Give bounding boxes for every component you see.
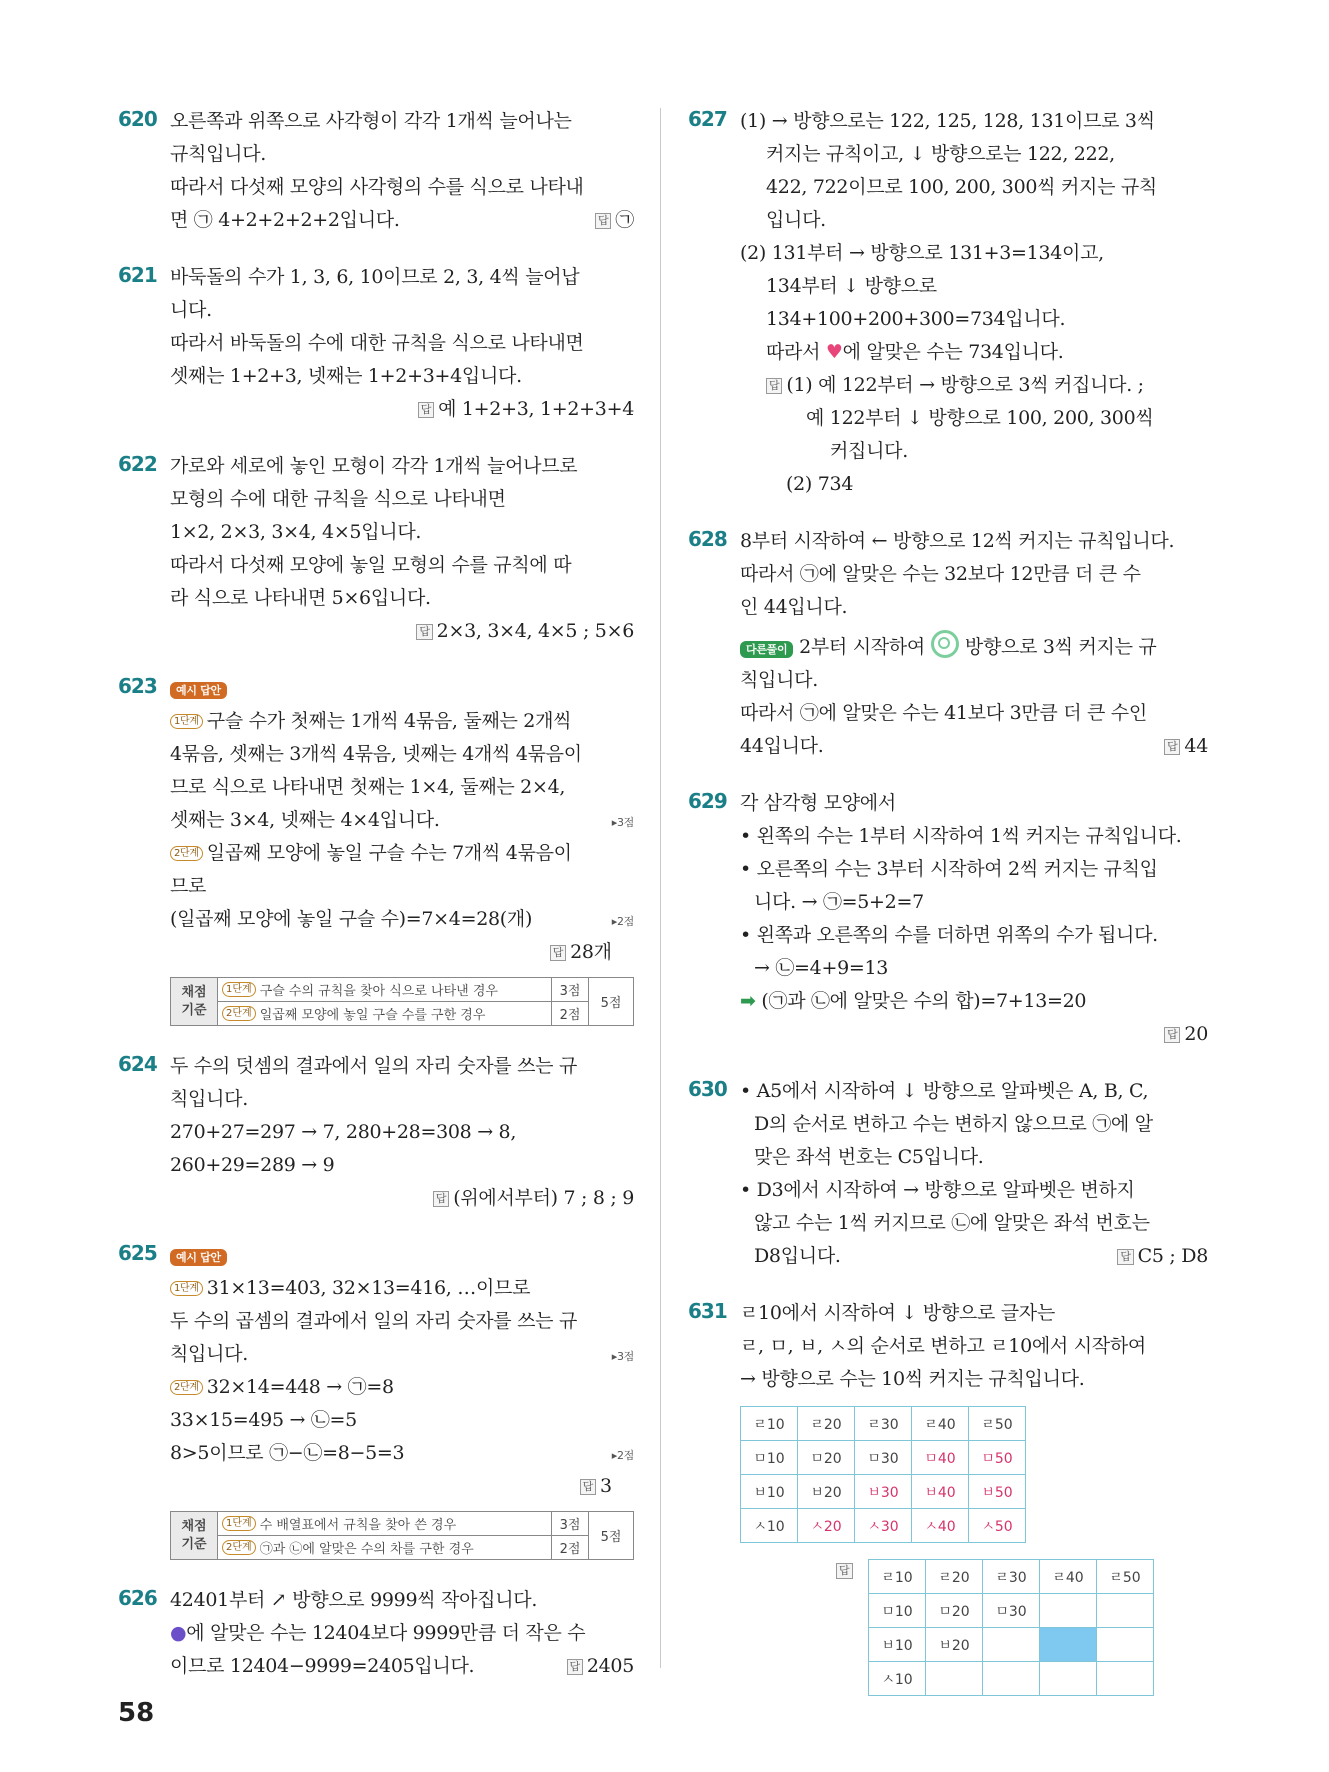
text-line: 칙입니다.: [740, 669, 818, 691]
left-column: [118, 105, 634, 1707]
answer-line: [740, 1018, 1208, 1051]
text-line: 므로 식으로 나타내면 첫째는 1×4, 둘째는 2×4,: [170, 776, 566, 798]
text-line: 4묶음, 셋째는 3개씩 4묶음, 넷째는 4개씩 4묶음이: [170, 743, 582, 765]
text-line: 44입니다.: [740, 735, 824, 757]
text-line: 각 삼각형 모양에서: [740, 792, 896, 814]
grading-total: 5점: [589, 1512, 634, 1560]
answer-grid-wrap: [839, 1559, 1208, 1696]
answer-line: 커집니다.: [830, 440, 908, 462]
text-line: 않고 수는 1씩 커지므로 ㉡에 알맞은 좌석 번호는: [754, 1212, 1150, 1234]
answer-line: (2) 734: [786, 473, 854, 495]
grid-cell: ㅂ20: [926, 1628, 983, 1662]
grid-cell: ㄹ50: [1097, 1560, 1154, 1594]
text-line: 니다.: [170, 299, 212, 321]
text-line: 31×13=403, 32×13=416, …이므로: [206, 1277, 531, 1299]
grid-cell: ㅁ40: [912, 1441, 969, 1475]
answer-mark: 답: [1117, 1249, 1133, 1265]
problem-620: [118, 105, 634, 237]
problem-number: 625: [118, 1241, 157, 1265]
problem-number: 624: [118, 1052, 157, 1076]
grading-total: 5점: [589, 978, 634, 1026]
grid-cell: [983, 1662, 1040, 1696]
example-answer-tag: 예시 답안: [170, 1249, 227, 1266]
grid-cell: ㄹ40: [1040, 1560, 1097, 1594]
grading-points: 2점: [552, 1002, 589, 1026]
step-badge: 1단계: [170, 1281, 203, 1296]
text-line: 8>5이므로 ㉠−㉡=8−5=3: [170, 1442, 405, 1464]
grading-row: 1단계 수 배열표에서 규칙을 찾아 쓴 경우: [218, 1512, 552, 1536]
text-line: ㄹ10에서 시작하여 ↓ 방향으로 글자는: [740, 1302, 1055, 1324]
problem-number: 629: [688, 789, 727, 813]
text-line: D의 순서로 변하고 수는 변하지 않으므로 ㉠에 알: [754, 1113, 1153, 1135]
grid-cell: [926, 1662, 983, 1696]
right-column: [688, 105, 1208, 1720]
text-line: (2) 131부터 → 방향으로 131+3=134이고,: [740, 242, 1104, 264]
text-line: 맞은 좌석 번호는 C5입니다.: [754, 1146, 984, 1168]
page-number: 58: [118, 1698, 155, 1728]
grid-cell: ㄹ20: [798, 1407, 855, 1441]
grid-cell: ㄹ10: [741, 1407, 798, 1441]
problem-number: 630: [688, 1077, 727, 1101]
grid-cell: ㅁ30: [855, 1441, 912, 1475]
text-line: 바둑돌의 수가 1, 3, 6, 10이므로 2, 3, 4씩 늘어납: [170, 266, 580, 288]
text-line: (㉠과 ㉡에 알맞은 수의 합)=7+13=20: [761, 990, 1087, 1012]
text-line: 따라서 ㉠에 알맞은 수는 32보다 12만큼 더 큰 수: [740, 563, 1141, 585]
answer-value: 2×3, 3×4, 4×5 ; 5×6: [436, 620, 634, 642]
answer-value: 28개: [570, 941, 612, 963]
grid-cell: ㅅ20: [798, 1509, 855, 1543]
text-line: (일곱째 모양에 놓일 구슬 수)=7×4=28(개): [170, 908, 533, 930]
text-line: • D3에서 시작하여 → 방향으로 알파벳은 변하지: [740, 1179, 1135, 1201]
text-line: 42401부터 ↗ 방향으로 9999씩 작아집니다.: [170, 1589, 538, 1611]
text-line: 260+29=289 → 9: [170, 1154, 335, 1176]
answer-value: C5 ; D8: [1137, 1245, 1208, 1267]
problem-number: 620: [118, 107, 157, 131]
grid-cell: ㅅ30: [855, 1509, 912, 1543]
grading-row: 1단계 구슬 수의 규칙을 찾아 식으로 나타낸 경우: [218, 978, 552, 1002]
text-line: 모형의 수에 대한 규칙을 식으로 나타내면: [170, 488, 506, 510]
grid-cell: [983, 1628, 1040, 1662]
grid-cell: ㅂ10: [869, 1628, 926, 1662]
text-line: 일곱째 모양에 놓일 구슬 수는 7개씩 4묶음이: [206, 842, 572, 864]
grading-row: 2단계 ㉠과 ㉡에 알맞은 수의 차를 구한 경우: [218, 1536, 552, 1560]
grid-cell: ㄹ10: [869, 1560, 926, 1594]
arrow-icon: ➡: [740, 990, 756, 1012]
grid-cell: ㅁ10: [741, 1441, 798, 1475]
text-line: ㄹ, ㅁ, ㅂ, ㅅ의 순서로 변하고 ㄹ10에서 시작하여: [740, 1335, 1146, 1357]
text-line: 두 수의 덧셈의 결과에서 일의 자리 숫자를 쓰는 규: [170, 1055, 577, 1077]
text-line: 134부터 ↓ 방향으로: [766, 275, 937, 297]
text-line: 따라서 ㉠에 알맞은 수는 41보다 3만큼 더 큰 수인: [740, 702, 1147, 724]
problem-number: 622: [118, 452, 157, 476]
text-line: 가로와 세로에 놓인 모형이 각각 1개씩 늘어나므로: [170, 455, 578, 477]
grid-cell: [1040, 1662, 1097, 1696]
text-line-content: 면 ㉠ 4+2+2+2+2입니다.: [170, 209, 400, 231]
grid-cell: [1040, 1594, 1097, 1628]
score-note: ▸3점: [611, 1350, 634, 1363]
text-line: 규칙입니다.: [170, 143, 267, 165]
step-badge: 2단계: [170, 846, 203, 861]
text-line: (1) → 방향으로는 122, 125, 128, 131이므로 3씩: [740, 110, 1155, 132]
score-note: ▸2점: [611, 915, 634, 928]
grid-cell: ㅅ40: [912, 1509, 969, 1543]
text-line: → ㉡=4+9=13: [754, 957, 889, 979]
answer-mark: 답: [1164, 1027, 1180, 1043]
answer-value: 20: [1184, 1023, 1208, 1045]
text-line: • 왼쪽의 수는 1부터 시작하여 1씩 커지는 규칙입니다.: [740, 825, 1182, 847]
answer-mark: 답: [595, 213, 611, 229]
answer-value: (위에서부터) 7 ; 8 ; 9: [453, 1187, 634, 1209]
score-note: ▸3점: [611, 816, 634, 829]
answer-mark: 답: [550, 945, 566, 961]
answer-line: [170, 615, 634, 648]
column-divider: [660, 108, 661, 1668]
text-line: 따라서 바둑돌의 수에 대한 규칙을 식으로 나타내면: [170, 332, 584, 354]
answer-mark: 답: [567, 1659, 583, 1675]
grid-cell: ㄹ40: [912, 1407, 969, 1441]
grading-header: 채점 기준: [171, 1512, 218, 1560]
grading-table: [170, 977, 634, 1026]
score-note: ▸2점: [611, 1449, 634, 1462]
answer-mark: 답: [766, 378, 782, 394]
text-line: 에 알맞은 수는 734입니다.: [842, 341, 1064, 363]
answer-line: 예 122부터 ↓ 방향으로 100, 200, 300씩: [806, 407, 1154, 429]
answer-value: ㉠: [615, 209, 634, 231]
answer-mark: 답: [580, 1479, 596, 1495]
text-line: 33×15=495 → ㉡=5: [170, 1409, 357, 1431]
answer-value: 2405: [586, 1655, 634, 1677]
text-line: 134+100+200+300=734입니다.: [766, 308, 1066, 330]
grid-cell: ㅅ10: [741, 1509, 798, 1543]
grading-points: 2점: [552, 1536, 589, 1560]
problem-629: [688, 787, 1208, 1051]
text-line: 방향으로 3씩 커지는 규: [964, 636, 1157, 658]
grid-cell: ㅁ10: [869, 1594, 926, 1628]
text-line: 인 44입니다.: [740, 596, 848, 618]
seat-grid: [740, 1406, 1026, 1543]
text-line: 2부터 시작하여: [799, 636, 925, 658]
problem-number: 626: [118, 1586, 157, 1610]
answer-mark: 답: [418, 402, 434, 418]
problem-631: [688, 1297, 1208, 1696]
answer-value: 3: [599, 1475, 612, 1497]
text-line: 커지는 규칙이고, ↓ 방향으로는 122, 222,: [766, 143, 1115, 165]
grading-points: 3점: [552, 1512, 589, 1536]
text-line: 32×14=448 → ㉠=8: [206, 1376, 394, 1398]
text-line: 라 식으로 나타내면 5×6입니다.: [170, 587, 431, 609]
text-line: D8입니다.: [754, 1245, 841, 1267]
grid-cell: ㄹ20: [926, 1560, 983, 1594]
text-line: 270+27=297 → 7, 280+28=308 → 8,: [170, 1121, 517, 1143]
text-line: 이므로 12404−9999=2405입니다.: [170, 1655, 475, 1677]
text-line: 칙입니다.: [170, 1343, 248, 1365]
problem-628: [688, 525, 1208, 763]
grading-header: 채점 기준: [171, 978, 218, 1026]
text-line: 오른쪽과 위쪽으로 사각형이 각각 1개씩 늘어나는: [170, 110, 572, 132]
grid-cell: [1097, 1594, 1154, 1628]
problem-630: [688, 1075, 1208, 1273]
grid-cell: ㅂ10: [741, 1475, 798, 1509]
text-line: 에 알맞은 수는 12404보다 9999만큼 더 작은 수: [186, 1622, 586, 1644]
text-line: 따라서 다섯째 모양의 사각형의 수를 식으로 나타내: [170, 176, 584, 198]
problem-623: [118, 672, 634, 1026]
grid-cell: ㅂ20: [798, 1475, 855, 1509]
grid-cell: ㅅ10: [869, 1662, 926, 1696]
example-answer-tag: 예시 답안: [170, 682, 227, 699]
problem-number: 627: [688, 107, 727, 131]
purple-dot-icon: ●: [170, 1622, 187, 1644]
problem-number: 621: [118, 263, 157, 287]
text-line: 셋째는 3×4, 넷째는 4×4입니다.: [170, 809, 440, 831]
grid-cell: [1097, 1628, 1154, 1662]
text-line: • A5에서 시작하여 ↓ 방향으로 알파벳은 A, B, C,: [740, 1080, 1149, 1102]
problem-number: 623: [118, 674, 157, 698]
grid-cell: [1097, 1662, 1154, 1696]
text-line: [170, 204, 634, 237]
grid-cell: ㄹ50: [969, 1407, 1026, 1441]
answer-value: 44: [1184, 735, 1208, 757]
spiral-icon: [931, 630, 959, 658]
text-line: 두 수의 곱셈의 결과에서 일의 자리 숫자를 쓰는 규: [170, 1310, 577, 1332]
grid-cell: ㅁ20: [926, 1594, 983, 1628]
text-line: 1×2, 2×3, 3×4, 4×5입니다.: [170, 521, 422, 543]
problem-626: [118, 1584, 634, 1683]
answer-line: [170, 936, 634, 969]
grid-cell: ㄹ30: [855, 1407, 912, 1441]
text-line: • 왼쪽과 오른쪽의 수를 더하면 위쪽의 수가 됩니다.: [740, 924, 1158, 946]
text-line: → 방향으로 수는 10씩 커지는 규칙입니다.: [740, 1368, 1085, 1390]
grid-cell: ㅂ40: [912, 1475, 969, 1509]
text-line: 8부터 시작하여 ← 방향으로 12씩 커지는 규칙입니다.: [740, 530, 1175, 552]
answer-mark: 답: [836, 1563, 853, 1579]
problem-621: [118, 261, 634, 426]
grid-cell: ㅂ50: [969, 1475, 1026, 1509]
text-line: 입니다.: [766, 209, 826, 231]
answer-line: [170, 1470, 634, 1503]
problem-number: 631: [688, 1299, 727, 1323]
text-line: • 오른쪽의 수는 3부터 시작하여 2씩 커지는 규칙입: [740, 858, 1158, 880]
grading-row: 2단계 일곱째 모양에 놓일 구슬 수를 구한 경우: [218, 1002, 552, 1026]
text-line: 칙입니다.: [170, 1088, 248, 1110]
answer-value: 예 1+2+3, 1+2+3+4: [438, 398, 634, 420]
text-line: 셋째는 1+2+3, 넷째는 1+2+3+4입니다.: [170, 365, 522, 387]
answer-mark: 답: [433, 1191, 449, 1207]
text-line-prefix: 따라서: [766, 341, 821, 363]
step-badge: 1단계: [170, 714, 203, 729]
problem-622: [118, 450, 634, 648]
grid-cell: ㅅ50: [969, 1509, 1026, 1543]
grid-cell: ㅁ20: [798, 1441, 855, 1475]
alt-solution-tag: 다른풀이: [740, 641, 793, 658]
text-line: 따라서 다섯째 모양에 놓일 모형의 수를 규칙에 따: [170, 554, 572, 576]
highlighted-cell: [1040, 1628, 1097, 1662]
problem-625: [118, 1239, 634, 1560]
grading-points: 3점: [552, 978, 589, 1002]
step-badge: 2단계: [170, 1380, 203, 1395]
answer-line: [170, 1182, 634, 1215]
grid-cell: ㄹ30: [983, 1560, 1040, 1594]
problem-624: [118, 1050, 634, 1215]
heart-icon: ♥: [825, 341, 843, 363]
problem-number: 628: [688, 527, 727, 551]
answer-mark: 답: [416, 624, 432, 640]
grading-table: [170, 1511, 634, 1560]
answer-mark: 답: [1164, 739, 1180, 755]
grid-cell: ㅂ30: [855, 1475, 912, 1509]
text-line: 니다. → ㉠=5+2=7: [754, 891, 924, 913]
answer-line: (1) 예 122부터 → 방향으로 3씩 커집니다. ;: [786, 374, 1144, 396]
answer-seat-grid: [868, 1559, 1154, 1696]
problem-627: [688, 105, 1208, 501]
answer-line: [170, 393, 634, 426]
text-line: 므로: [170, 875, 207, 897]
grid-cell: ㅁ30: [983, 1594, 1040, 1628]
grid-cell: ㅁ50: [969, 1441, 1026, 1475]
text-line: 구슬 수가 첫째는 1개씩 4묶음, 둘째는 2개씩: [206, 710, 572, 732]
text-line: 422, 722이므로 100, 200, 300씩 커지는 규칙: [766, 176, 1157, 198]
